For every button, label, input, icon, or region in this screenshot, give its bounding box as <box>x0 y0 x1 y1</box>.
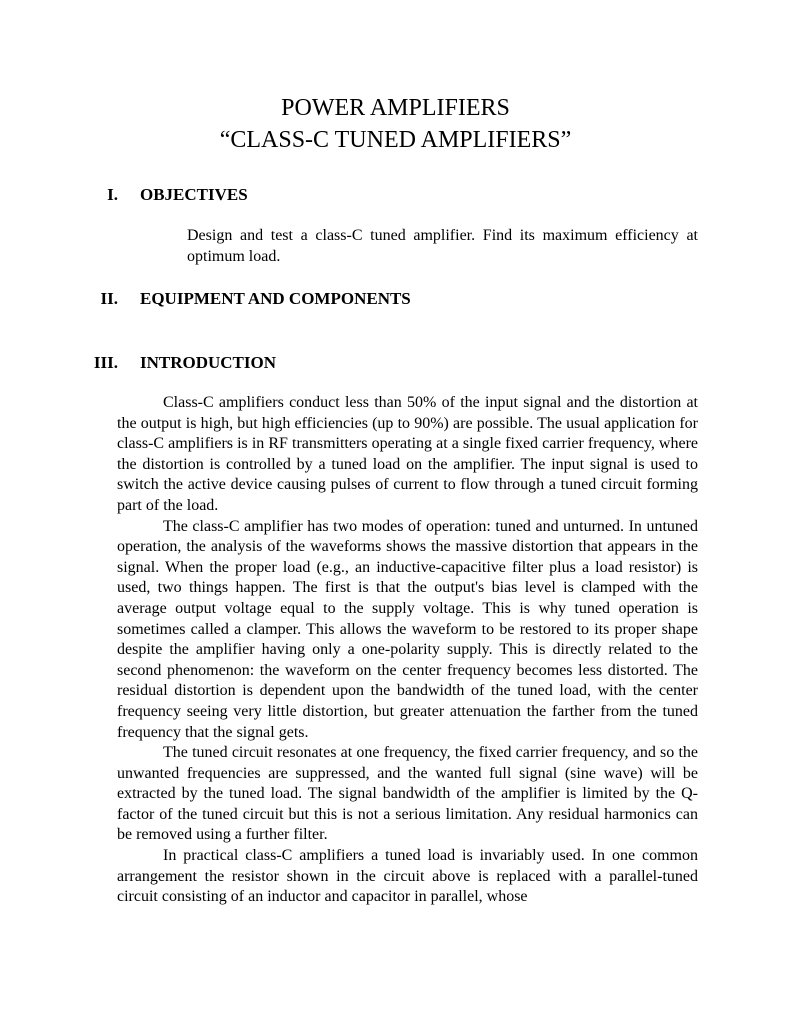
intro-paragraph: Class-C amplifiers conduct less than 50% of the input signal and the distortion at the output is high, but high efficiencies (up to 90%) are possible. The usual application for class-C amplifiers is in RF transmitters operating at a single fixed carrier frequency, where the distortion is controlled by a tuned load on the amplifier. The input signal is used to switch the active device causing pulses of current to flow through a tuned circuit forming part of the load. <box>117 394 698 514</box>
section-number-3: III. <box>93 353 118 372</box>
section-number-1: I. <box>107 185 118 204</box>
section-heading-objectives: OBJECTIVES <box>140 185 248 204</box>
intro-paragraph: The class-C amplifier has two modes of operation: tuned and unturned. In untuned operation, the analysis of the waveforms shows the massive distortion that appears in the signal. When the proper load (e.g., an inductive-capacitive filter plus a load resistor) is used, two things happen. The first is that the output's bias level is clamped with the average output voltage equal to the supply voltage. This is why tuned operation is sometimes called a clamper. This allows the waveform to be restored to its proper shape despite the amplifier having only a one-polarity supply. This is directly related to the second phenomenon: the waveform on the center frequency becomes less distorted. The residual distortion is dependent upon the bandwidth of the tuned load, with the center frequency seeing very little distortion, but greater attenuation the farther from the tuned frequency that the signal gets. <box>117 517 698 741</box>
section-heading-introduction: INTRODUCTION <box>140 353 277 372</box>
document-title: POWER AMPLIFIERS <box>281 95 510 121</box>
intro-paragraph: The tuned circuit resonates at one frequency, the fixed carrier frequency, and so the unwanted frequencies are suppressed, and the wanted full signal (sine wave) will be extracted by the tuned load. The signal bandwidth of the amplifier is limited by the Q-factor of the tuned circuit but this is not a serious limitation. Any residual harmonics can be removed using a further filter. <box>117 744 698 844</box>
document-subtitle: “CLASS-C TUNED AMPLIFIERS” <box>219 127 572 153</box>
introduction-body <box>117 393 698 908</box>
objective-paragraph: Design and test a class-C tuned amplifier. Find its maximum efficiency at optimum load. <box>187 227 698 265</box>
intro-paragraph: In practical class-C amplifiers a tuned load is invariably used. In one common arrangement the resistor shown in the circuit above is replaced with a parallel-tuned circuit consisting of an inductor and capacitor in parallel, whose <box>117 847 698 906</box>
section-number-2: II. <box>100 289 118 308</box>
section-heading-equipment: EQUIPMENT AND COMPONENTS <box>140 289 411 308</box>
